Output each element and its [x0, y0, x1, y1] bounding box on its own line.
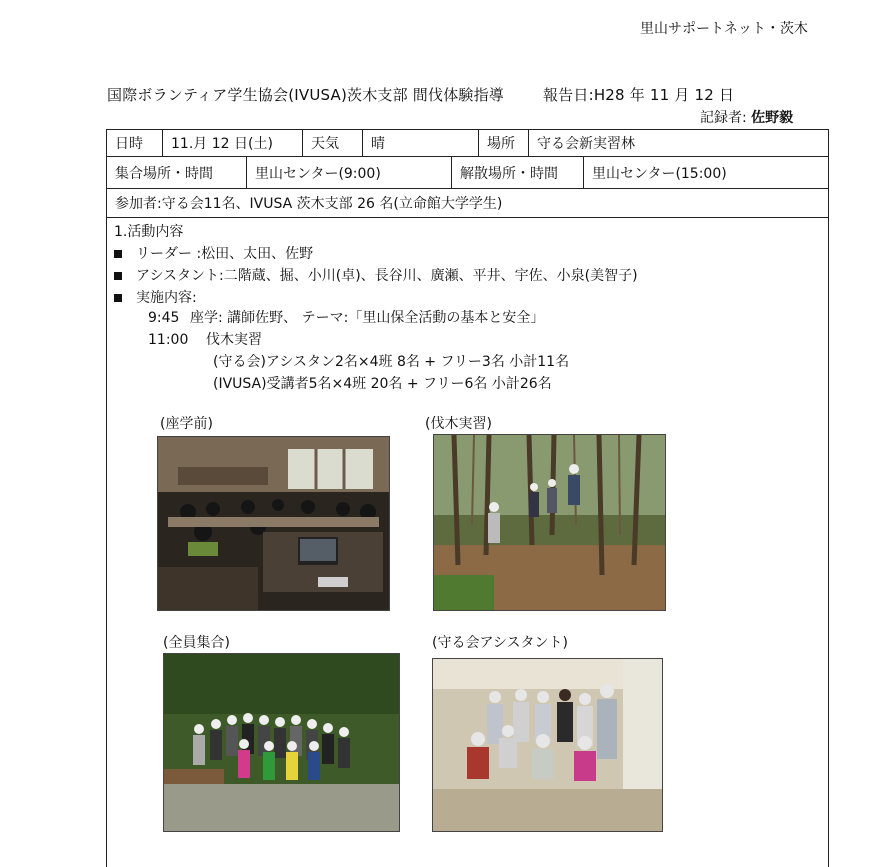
schedule-1-time: 9:45 — [148, 310, 180, 326]
meet-label: 集合場所・時間 — [107, 157, 247, 188]
participants: 参加者:守る会11名、IVUSA 茨木支部 26 名(立命館大学学生) — [115, 196, 503, 212]
schedule-2-time: 11:00 — [148, 332, 189, 348]
info-row-participants — [106, 188, 829, 218]
leader-text: リーダー :松田、太田、佐野 — [136, 246, 314, 262]
report-date: 報告日:H28 年 11 月 12 日 — [542, 86, 735, 104]
organization-name: 里山サポートネット・茨木 — [640, 21, 808, 37]
content-label: 実施内容: — [136, 290, 197, 306]
photo-caption-group: (全員集合) — [163, 635, 230, 651]
info-row-meeting — [106, 156, 829, 189]
photo-caption-lecture: (座学前) — [160, 416, 213, 432]
disband-label: 解散場所・時間 — [452, 157, 584, 188]
assistant-line — [114, 265, 638, 285]
assistant-text: アシスタント:二階蔵、掘、小川(卓)、長谷川、廣瀬、平井、宇佐、小泉(美智子) — [136, 268, 638, 284]
place-label: 場所 — [479, 130, 529, 156]
disband-value: 里山センター(15:00) — [592, 165, 727, 182]
bullet-icon — [114, 272, 122, 280]
recorder-name: 佐野毅 — [751, 110, 794, 126]
group-row-1: (守る会)アシスタン2名×4班 8名 + フリー3名 小計11名 — [213, 354, 570, 370]
group-row-2: (IVUSA)受講者5名×4班 20名 + フリー6名 小計26名 — [213, 376, 552, 392]
schedule-1 — [148, 307, 544, 327]
date-value: 11.月 12 日(土) — [163, 130, 303, 156]
photo-caption-felling: (伐木実習) — [425, 416, 492, 432]
recorder — [700, 107, 793, 127]
leader-line — [114, 243, 313, 263]
photo-caption-assistants: (守る会アシスタント) — [432, 635, 568, 651]
photo-lecture — [157, 436, 390, 611]
date-label: 日時 — [107, 130, 163, 156]
report-title-text: 国際ボランティア学生協会(IVUSA)茨木支部 間伐体験指導 — [107, 86, 504, 104]
weather-label: 天気 — [303, 130, 363, 156]
recorder-label: 記録者: — [700, 110, 747, 126]
bullet-icon — [114, 250, 122, 258]
schedule-2-text: 伐木実習 — [206, 332, 262, 348]
photo-group — [163, 653, 400, 832]
weather-value: 晴 — [363, 130, 479, 156]
info-row-date — [106, 129, 829, 157]
activity-heading: 1.活動内容 — [114, 224, 184, 240]
bullet-icon — [114, 294, 122, 302]
schedule-1-text: 座学: 講師佐野、 テーマ:「里山保全活動の基本と安全」 — [190, 310, 545, 326]
content-line — [114, 287, 197, 307]
photo-assistants — [432, 658, 663, 832]
meet-value: 里山センター(9:00) — [247, 157, 452, 188]
report-title — [107, 84, 734, 105]
schedule-2 — [148, 329, 262, 349]
photo-felling — [433, 434, 666, 611]
place-value: 守る会新実習林 — [537, 136, 635, 152]
